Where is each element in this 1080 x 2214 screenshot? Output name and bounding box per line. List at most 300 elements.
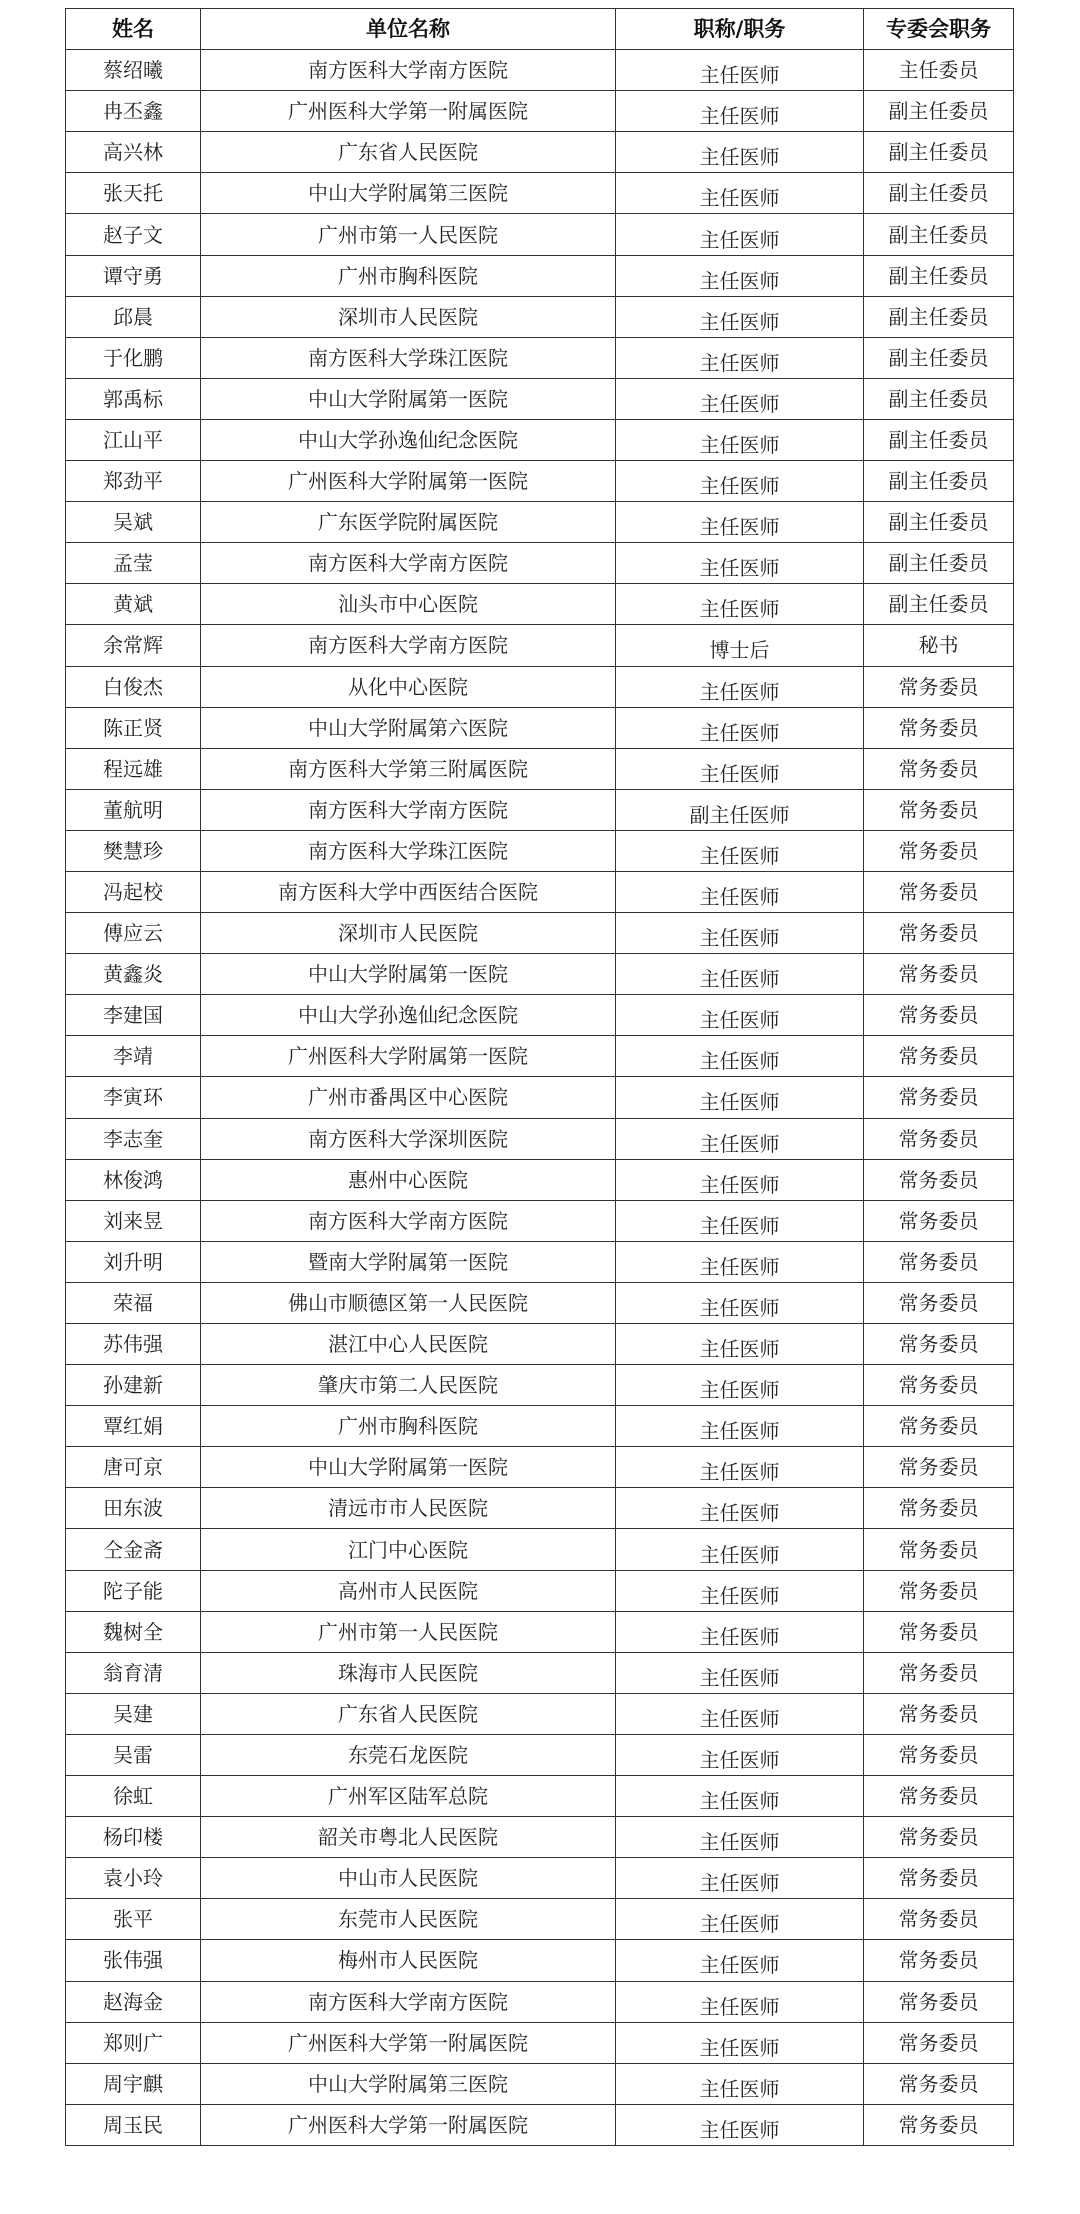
cell-name: 覃红娟 <box>66 1406 201 1447</box>
table-row <box>66 995 1014 1036</box>
cell-unit: 南方医科大学中西医结合医院 <box>201 871 616 912</box>
cell-name: 张天托 <box>66 173 201 214</box>
table-row <box>66 1652 1014 1693</box>
header-unit: 单位名称 <box>201 9 616 50</box>
cell-name: 江山平 <box>66 419 201 460</box>
cell-title-text: 主任医师 <box>699 515 780 540</box>
cell-title-text: 主任医师 <box>699 2076 780 2101</box>
cell-title <box>616 995 864 1036</box>
cell-name: 周玉民 <box>66 2104 201 2145</box>
cell-unit: 中山大学附属第一医院 <box>201 1447 616 1488</box>
cell-title <box>616 296 864 337</box>
cell-title-text: 主任医师 <box>699 1460 780 1485</box>
cell-title <box>616 1693 864 1734</box>
cell-unit: 中山市人民医院 <box>201 1858 616 1899</box>
cell-name: 张伟强 <box>66 1940 201 1981</box>
cell-committee-role: 副主任委员 <box>864 419 1014 460</box>
cell-title-text: 主任医师 <box>699 1706 780 1731</box>
cell-name: 傅应云 <box>66 913 201 954</box>
cell-title <box>616 1817 864 1858</box>
cell-unit: 中山大学附属第三医院 <box>201 173 616 214</box>
table-row <box>66 1817 1014 1858</box>
cell-name: 赵子文 <box>66 214 201 255</box>
cell-title-text: 主任医师 <box>699 104 780 129</box>
cell-title-text: 主任医师 <box>699 1254 780 1279</box>
cell-title-text: 主任医师 <box>699 1830 780 1855</box>
cell-title <box>616 1734 864 1775</box>
cell-unit: 广州医科大学附属第一医院 <box>201 1036 616 1077</box>
cell-name: 荣福 <box>66 1282 201 1323</box>
cell-unit: 广州军区陆军总院 <box>201 1776 616 1817</box>
cell-name: 林俊鸿 <box>66 1159 201 1200</box>
cell-committee-role: 常务委员 <box>864 1693 1014 1734</box>
cell-committee-role: 常务委员 <box>864 995 1014 1036</box>
cell-unit: 中山大学附属第三医院 <box>201 2063 616 2104</box>
cell-title <box>616 1611 864 1652</box>
cell-title <box>616 1899 864 1940</box>
table-row <box>66 871 1014 912</box>
table-row <box>66 707 1014 748</box>
table-row <box>66 502 1014 543</box>
cell-unit: 南方医科大学珠江医院 <box>201 830 616 871</box>
cell-title <box>616 1159 864 1200</box>
cell-title-text: 博士后 <box>709 638 770 663</box>
cell-title-text: 主任医师 <box>699 1337 780 1362</box>
cell-unit: 深圳市人民医院 <box>201 296 616 337</box>
table-body <box>66 50 1014 2146</box>
cell-unit: 广州市第一人民医院 <box>201 214 616 255</box>
table-row <box>66 214 1014 255</box>
cell-committee-role: 常务委员 <box>864 1200 1014 1241</box>
table-row <box>66 1693 1014 1734</box>
cell-name: 郑劲平 <box>66 461 201 502</box>
cell-name: 高兴林 <box>66 132 201 173</box>
cell-title-text: 主任医师 <box>699 268 780 293</box>
cell-unit: 南方医科大学南方医院 <box>201 543 616 584</box>
cell-title-text: 主任医师 <box>699 309 780 334</box>
cell-committee-role: 常务委员 <box>864 1776 1014 1817</box>
table-row <box>66 2104 1014 2145</box>
cell-unit: 广州市胸科医院 <box>201 1406 616 1447</box>
cell-unit: 中山大学孙逸仙纪念医院 <box>201 995 616 1036</box>
cell-name: 余常辉 <box>66 625 201 666</box>
cell-title-text: 主任医师 <box>699 145 780 170</box>
table-row <box>66 625 1014 666</box>
cell-name: 吴雷 <box>66 1734 201 1775</box>
cell-committee-role: 常务委员 <box>864 1570 1014 1611</box>
cell-title-text: 主任医师 <box>699 1131 780 1156</box>
cell-title <box>616 830 864 871</box>
cell-name: 程远雄 <box>66 748 201 789</box>
cell-title-text: 主任医师 <box>699 391 780 416</box>
cell-unit: 广州医科大学第一附属医院 <box>201 2022 616 2063</box>
cell-unit: 广东省人民医院 <box>201 1693 616 1734</box>
cell-name: 李靖 <box>66 1036 201 1077</box>
cell-unit: 韶关市粤北人民医院 <box>201 1817 616 1858</box>
cell-committee-role: 常务委员 <box>864 830 1014 871</box>
cell-committee-role: 常务委员 <box>864 1611 1014 1652</box>
cell-name: 赵海金 <box>66 1981 201 2022</box>
cell-title <box>616 1447 864 1488</box>
cell-committee-role: 副主任委员 <box>864 584 1014 625</box>
cell-title <box>616 1529 864 1570</box>
cell-title-text: 主任医师 <box>699 1583 780 1608</box>
cell-title <box>616 502 864 543</box>
cell-unit: 珠海市人民医院 <box>201 1652 616 1693</box>
table-row <box>66 913 1014 954</box>
cell-committee-role: 副主任委员 <box>864 543 1014 584</box>
cell-committee-role: 常务委员 <box>864 954 1014 995</box>
cell-committee-role: 副主任委员 <box>864 91 1014 132</box>
cell-unit: 广州市胸科医院 <box>201 255 616 296</box>
cell-committee-role: 常务委员 <box>864 871 1014 912</box>
cell-title-text: 主任医师 <box>699 2035 780 2060</box>
header-committee-role: 专委会职务 <box>864 9 1014 50</box>
cell-title-text: 主任医师 <box>699 1008 780 1033</box>
cell-name: 孟莹 <box>66 543 201 584</box>
cell-name: 蔡绍曦 <box>66 50 201 91</box>
cell-name: 杨印楼 <box>66 1817 201 1858</box>
cell-title <box>616 255 864 296</box>
cell-unit: 广东省人民医院 <box>201 132 616 173</box>
cell-title <box>616 707 864 748</box>
cell-committee-role: 常务委员 <box>864 1817 1014 1858</box>
cell-unit: 中山大学附属第一医院 <box>201 954 616 995</box>
cell-committee-role: 常务委员 <box>864 1447 1014 1488</box>
cell-unit: 肇庆市第二人民医院 <box>201 1365 616 1406</box>
cell-committee-role: 常务委员 <box>864 1981 1014 2022</box>
cell-title <box>616 748 864 789</box>
table-row <box>66 1611 1014 1652</box>
cell-title-text: 主任医师 <box>699 1419 780 1444</box>
cell-name: 冯起校 <box>66 871 201 912</box>
cell-committee-role: 常务委员 <box>864 1406 1014 1447</box>
cell-title-text: 主任医师 <box>699 843 780 868</box>
table-row <box>66 1077 1014 1118</box>
cell-unit: 清远市市人民医院 <box>201 1488 616 1529</box>
cell-unit: 东莞市人民医院 <box>201 1899 616 1940</box>
table-row <box>66 50 1014 91</box>
cell-unit: 江门中心医院 <box>201 1529 616 1570</box>
cell-title <box>616 1858 864 1899</box>
cell-committee-role: 副主任委员 <box>864 296 1014 337</box>
cell-name: 田东波 <box>66 1488 201 1529</box>
cell-unit: 中山大学附属第一医院 <box>201 378 616 419</box>
table-row <box>66 1981 1014 2022</box>
table-row <box>66 1406 1014 1447</box>
cell-unit: 广州市番禺区中心医院 <box>201 1077 616 1118</box>
cell-name: 吴斌 <box>66 502 201 543</box>
cell-unit: 从化中心医院 <box>201 666 616 707</box>
cell-title-text: 主任医师 <box>699 1542 780 1567</box>
cell-unit: 暨南大学附属第一医院 <box>201 1241 616 1282</box>
table-row <box>66 461 1014 502</box>
cell-name: 李志奎 <box>66 1118 201 1159</box>
cell-committee-role: 副主任委员 <box>864 132 1014 173</box>
cell-name: 樊慧珍 <box>66 830 201 871</box>
cell-title <box>616 50 864 91</box>
table-row <box>66 543 1014 584</box>
cell-committee-role: 副主任委员 <box>864 337 1014 378</box>
cell-title-text: 主任医师 <box>699 1624 780 1649</box>
table-row <box>66 378 1014 419</box>
cell-committee-role: 常务委员 <box>864 707 1014 748</box>
cell-name: 袁小玲 <box>66 1858 201 1899</box>
cell-title <box>616 1652 864 1693</box>
cell-committee-role: 常务委员 <box>864 789 1014 830</box>
table-row <box>66 1570 1014 1611</box>
table-row <box>66 2063 1014 2104</box>
cell-committee-role: 常务委员 <box>864 1858 1014 1899</box>
cell-title <box>616 1324 864 1365</box>
cell-title <box>616 419 864 460</box>
cell-title <box>616 625 864 666</box>
table-row <box>66 954 1014 995</box>
cell-title <box>616 954 864 995</box>
cell-title <box>616 214 864 255</box>
cell-unit: 中山大学附属第六医院 <box>201 707 616 748</box>
table-row <box>66 830 1014 871</box>
table-row <box>66 1200 1014 1241</box>
cell-unit: 南方医科大学南方医院 <box>201 1981 616 2022</box>
cell-name: 郭禹标 <box>66 378 201 419</box>
cell-title <box>616 2104 864 2145</box>
cell-title-text: 主任医师 <box>699 227 780 252</box>
cell-name: 白俊杰 <box>66 666 201 707</box>
cell-committee-role: 常务委员 <box>864 1365 1014 1406</box>
cell-name: 周宇麒 <box>66 2063 201 2104</box>
cell-unit: 广州市第一人民医院 <box>201 1611 616 1652</box>
cell-name: 徐虹 <box>66 1776 201 1817</box>
table-row <box>66 1488 1014 1529</box>
table-row <box>66 419 1014 460</box>
cell-unit: 汕头市中心医院 <box>201 584 616 625</box>
cell-committee-role: 常务委员 <box>864 2022 1014 2063</box>
cell-name: 陀子能 <box>66 1570 201 1611</box>
cell-unit: 湛江中心人民医院 <box>201 1324 616 1365</box>
cell-title-text: 主任医师 <box>699 1501 780 1526</box>
cell-unit: 南方医科大学第三附属医院 <box>201 748 616 789</box>
cell-title-text: 主任医师 <box>699 432 780 457</box>
cell-unit: 佛山市顺德区第一人民医院 <box>201 1282 616 1323</box>
header-title: 职称/职务 <box>616 9 864 50</box>
cell-name: 刘来昱 <box>66 1200 201 1241</box>
cell-committee-role: 副主任委员 <box>864 461 1014 502</box>
cell-title-text: 主任医师 <box>699 1049 780 1074</box>
cell-name: 冉丕鑫 <box>66 91 201 132</box>
cell-title-text: 主任医师 <box>699 1295 780 1320</box>
cell-name: 仝金斋 <box>66 1529 201 1570</box>
cell-title-text: 主任医师 <box>699 885 780 910</box>
cell-title-text: 主任医师 <box>699 1789 780 1814</box>
cell-committee-role: 常务委员 <box>864 1241 1014 1282</box>
cell-unit: 南方医科大学珠江医院 <box>201 337 616 378</box>
cell-unit: 南方医科大学南方医院 <box>201 50 616 91</box>
cell-title-text: 主任医师 <box>699 597 780 622</box>
table-row <box>66 1776 1014 1817</box>
cell-title <box>616 1365 864 1406</box>
table-row <box>66 296 1014 337</box>
cell-title-text: 主任医师 <box>699 186 780 211</box>
header-name: 姓名 <box>66 9 201 50</box>
cell-title <box>616 666 864 707</box>
cell-title-text: 主任医师 <box>699 1665 780 1690</box>
cell-unit: 南方医科大学南方医院 <box>201 1200 616 1241</box>
cell-name: 吴建 <box>66 1693 201 1734</box>
table-row <box>66 584 1014 625</box>
cell-name: 黄斌 <box>66 584 201 625</box>
cell-committee-role: 常务委员 <box>864 1529 1014 1570</box>
cell-title <box>616 1940 864 1981</box>
cell-title-text: 主任医师 <box>699 967 780 992</box>
cell-title <box>616 1077 864 1118</box>
table-row <box>66 1159 1014 1200</box>
cell-unit: 深圳市人民医院 <box>201 913 616 954</box>
cell-name: 董航明 <box>66 789 201 830</box>
cell-unit: 广东医学院附属医院 <box>201 502 616 543</box>
cell-name: 李建国 <box>66 995 201 1036</box>
table-row <box>66 132 1014 173</box>
cell-committee-role: 常务委员 <box>864 913 1014 954</box>
cell-title <box>616 1981 864 2022</box>
cell-title-text: 主任医师 <box>699 1090 780 1115</box>
cell-title-text: 主任医师 <box>699 1953 780 1978</box>
cell-name: 于化鹏 <box>66 337 201 378</box>
cell-unit: 广州医科大学附属第一医院 <box>201 461 616 502</box>
cell-name: 魏树全 <box>66 1611 201 1652</box>
cell-title-text: 主任医师 <box>699 926 780 951</box>
table-row <box>66 91 1014 132</box>
table-row <box>66 1282 1014 1323</box>
cell-title <box>616 378 864 419</box>
table-row <box>66 1365 1014 1406</box>
cell-title-text: 主任医师 <box>699 1912 780 1937</box>
cell-unit: 梅州市人民医院 <box>201 1940 616 1981</box>
cell-title-text: 主任医师 <box>699 474 780 499</box>
cell-name: 孙建新 <box>66 1365 201 1406</box>
table-row <box>66 255 1014 296</box>
cell-title-text: 主任医师 <box>699 1994 780 2019</box>
table-row <box>66 1447 1014 1488</box>
cell-title <box>616 337 864 378</box>
cell-title-text: 主任医师 <box>699 720 780 745</box>
cell-title <box>616 871 864 912</box>
cell-title-text: 主任医师 <box>699 1172 780 1197</box>
table-row <box>66 1899 1014 1940</box>
cell-title <box>616 173 864 214</box>
cell-name: 黄鑫炎 <box>66 954 201 995</box>
cell-title <box>616 1200 864 1241</box>
cell-name: 陈正贤 <box>66 707 201 748</box>
table-row <box>66 2022 1014 2063</box>
cell-committee-role: 常务委员 <box>864 1652 1014 1693</box>
cell-name: 谭守勇 <box>66 255 201 296</box>
cell-title-text: 主任医师 <box>699 556 780 581</box>
cell-title <box>616 1036 864 1077</box>
cell-unit: 广州医科大学第一附属医院 <box>201 2104 616 2145</box>
cell-title <box>616 1570 864 1611</box>
cell-committee-role: 常务委员 <box>864 1282 1014 1323</box>
cell-committee-role: 常务委员 <box>864 1159 1014 1200</box>
cell-title <box>616 2063 864 2104</box>
header-row <box>66 9 1014 50</box>
cell-title <box>616 543 864 584</box>
cell-title <box>616 1118 864 1159</box>
cell-title <box>616 1776 864 1817</box>
cell-committee-role: 常务委员 <box>864 1324 1014 1365</box>
cell-title-text: 主任医师 <box>699 1747 780 1772</box>
cell-committee-role: 常务委员 <box>864 1488 1014 1529</box>
cell-name: 唐可京 <box>66 1447 201 1488</box>
cell-title-text: 主任医师 <box>699 63 780 88</box>
cell-title-text: 主任医师 <box>699 1871 780 1896</box>
cell-name: 邱晨 <box>66 296 201 337</box>
cell-committee-role: 常务委员 <box>864 748 1014 789</box>
cell-committee-role: 常务委员 <box>864 1077 1014 1118</box>
cell-committee-role: 常务委员 <box>864 1734 1014 1775</box>
committee-roster-table <box>65 8 1014 2146</box>
cell-committee-role: 常务委员 <box>864 2104 1014 2145</box>
cell-title <box>616 1406 864 1447</box>
cell-unit: 南方医科大学深圳医院 <box>201 1118 616 1159</box>
cell-committee-role: 副主任委员 <box>864 255 1014 296</box>
table-row <box>66 1858 1014 1899</box>
table-row <box>66 789 1014 830</box>
table-row <box>66 748 1014 789</box>
cell-committee-role: 常务委员 <box>864 2063 1014 2104</box>
table-row <box>66 173 1014 214</box>
cell-title <box>616 1488 864 1529</box>
cell-committee-role: 常务委员 <box>864 666 1014 707</box>
cell-title-text: 主任医师 <box>699 679 780 704</box>
table-row <box>66 1529 1014 1570</box>
cell-unit: 南方医科大学南方医院 <box>201 625 616 666</box>
table-row <box>66 666 1014 707</box>
cell-title-text: 主任医师 <box>699 1213 780 1238</box>
cell-title-text: 主任医师 <box>699 761 780 786</box>
table-row <box>66 1734 1014 1775</box>
table-row <box>66 337 1014 378</box>
cell-title-text: 主任医师 <box>699 2117 780 2142</box>
cell-title <box>616 1241 864 1282</box>
cell-name: 张平 <box>66 1899 201 1940</box>
cell-unit: 南方医科大学南方医院 <box>201 789 616 830</box>
cell-committee-role: 常务委员 <box>864 1036 1014 1077</box>
cell-title-text: 主任医师 <box>699 350 780 375</box>
table-row <box>66 1118 1014 1159</box>
cell-name: 苏伟强 <box>66 1324 201 1365</box>
cell-unit: 中山大学孙逸仙纪念医院 <box>201 419 616 460</box>
table-row <box>66 1324 1014 1365</box>
table-row <box>66 1940 1014 1981</box>
cell-name: 翁育清 <box>66 1652 201 1693</box>
cell-committee-role: 主任委员 <box>864 50 1014 91</box>
cell-committee-role: 常务委员 <box>864 1940 1014 1981</box>
cell-title <box>616 132 864 173</box>
cell-title <box>616 91 864 132</box>
cell-title <box>616 789 864 830</box>
cell-name: 郑则广 <box>66 2022 201 2063</box>
cell-committee-role: 副主任委员 <box>864 502 1014 543</box>
cell-title <box>616 584 864 625</box>
cell-unit: 惠州中心医院 <box>201 1159 616 1200</box>
cell-title-text: 主任医师 <box>699 1378 780 1403</box>
cell-unit: 东莞石龙医院 <box>201 1734 616 1775</box>
cell-unit: 高州市人民医院 <box>201 1570 616 1611</box>
cell-committee-role: 副主任委员 <box>864 378 1014 419</box>
cell-title <box>616 1282 864 1323</box>
cell-title <box>616 461 864 502</box>
